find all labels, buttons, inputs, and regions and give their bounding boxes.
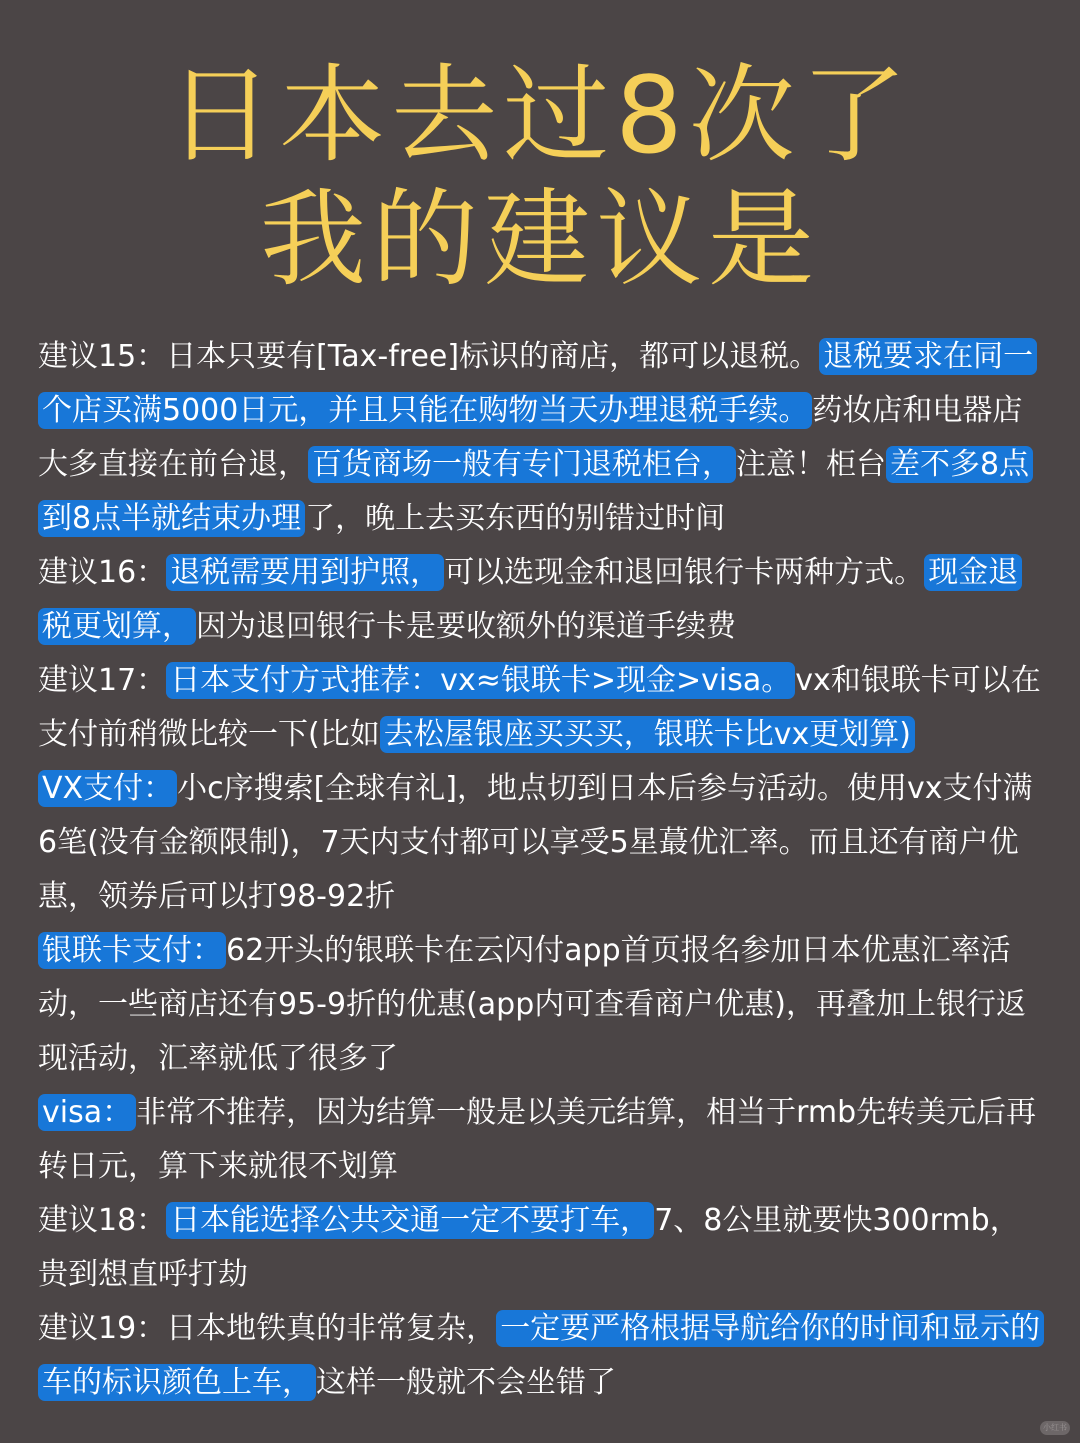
tip-15-highlight-2: 百货商场一般有专门退税柜台， (308, 446, 736, 483)
tip-16-text-b: 因为退回银行卡是要收额外的渠道手续费 (196, 609, 736, 644)
tip-15-text-a: 日本只要有[Tax-free]标识的商店，都可以退税。 (166, 339, 820, 374)
title-line-2: 我的建议是 (260, 178, 820, 301)
tip-17-visa-paragraph (38, 1086, 1048, 1194)
title-line-1: 日本去过8次了 (167, 54, 913, 177)
unionpay-payment-label: 银联卡支付： (38, 932, 226, 969)
tips-content (38, 330, 1048, 1410)
tip-17-text-a: vx和银联卡可以在支付前稍微比较一下(比如 (38, 663, 1041, 752)
tip-19-text-a: 日本地铁真的非常复杂， (166, 1311, 497, 1346)
tip-15 (38, 330, 1048, 546)
vx-payment-label: VX支付： (38, 770, 177, 807)
visa-payment-label: visa： (38, 1094, 136, 1131)
tip-17-vx-paragraph (38, 762, 1048, 924)
tip-15-text-d: 了，晚上去买东西的别错过时间 (305, 501, 726, 536)
tip-17 (38, 654, 1048, 762)
tip-15-highlight-1: 退税要求在同一个店买满5000日元，并且只能在购物当天办理退税手续。 (38, 338, 1037, 429)
watermark-logo: 小红书 (1040, 1421, 1070, 1435)
tip-19-label: 建议19： (38, 1311, 167, 1346)
unionpay-payment-text: 62开头的银联卡在云闪付app首页报名参加日本优惠汇率活动，一些商店还有95-9折的优惠(app内可查看商户优惠)，再叠加上银行返现活动，汇率就低了很多了 (38, 933, 1026, 1076)
tip-19-text-b: 这样一般就不会坐错了 (316, 1365, 616, 1400)
tip-17-highlight-1: 日本支付方式推荐：vx≈银联卡>现金>visa。 (166, 662, 795, 699)
visa-payment-text: 非常不推荐，因为结算一般是以美元结算，相当于rmb先转美元后再转日元，算下来就很不划算 (38, 1095, 1037, 1184)
tip-18 (38, 1194, 1048, 1302)
tip-18-label: 建议18： (38, 1203, 167, 1238)
tip-16-label: 建议16： (38, 555, 167, 590)
tip-15-highlight-3: 差不多8点到8点半就结束办理 (38, 446, 1033, 537)
tip-18-text-a: 7、8公里就要快300rmb，贵到想直呼打劫 (38, 1203, 1020, 1292)
vx-payment-text: 小c序搜索[全球有礼]，地点切到日本后参与活动。使用vx支付满6笔(没有金额限制)，7天内支付都可以享受5星蕞优汇率。而且还有商户优惠，领券后可以打98-92折 (38, 771, 1033, 914)
tip-16-highlight-1: 退税需要用到护照， (166, 554, 444, 591)
tip-15-text-c: 注意！柜台 (736, 447, 886, 482)
tip-19-highlight-1: 一定要严格根据导航给你的时间和显示的车的标识颜色上车， (38, 1310, 1044, 1401)
tip-15-text-b: 药妆店和电器店大多直接在前台退， (38, 393, 1023, 482)
tip-18-highlight-1: 日本能选择公共交通一定不要打车， (166, 1202, 654, 1239)
tip-19 (38, 1302, 1048, 1410)
tip-17-label: 建议17： (38, 663, 167, 698)
tip-16 (38, 546, 1048, 654)
tip-17-highlight-2: 去松屋银座买买买，银联卡比vx更划算) (380, 716, 915, 753)
tip-16-text-a: 可以选现金和退回银行卡两种方式。 (444, 555, 925, 590)
tip-17-unionpay-paragraph (38, 924, 1048, 1086)
tip-15-label: 建议15： (38, 339, 167, 374)
tip-16-highlight-2: 现金退税更划算， (38, 554, 1022, 645)
